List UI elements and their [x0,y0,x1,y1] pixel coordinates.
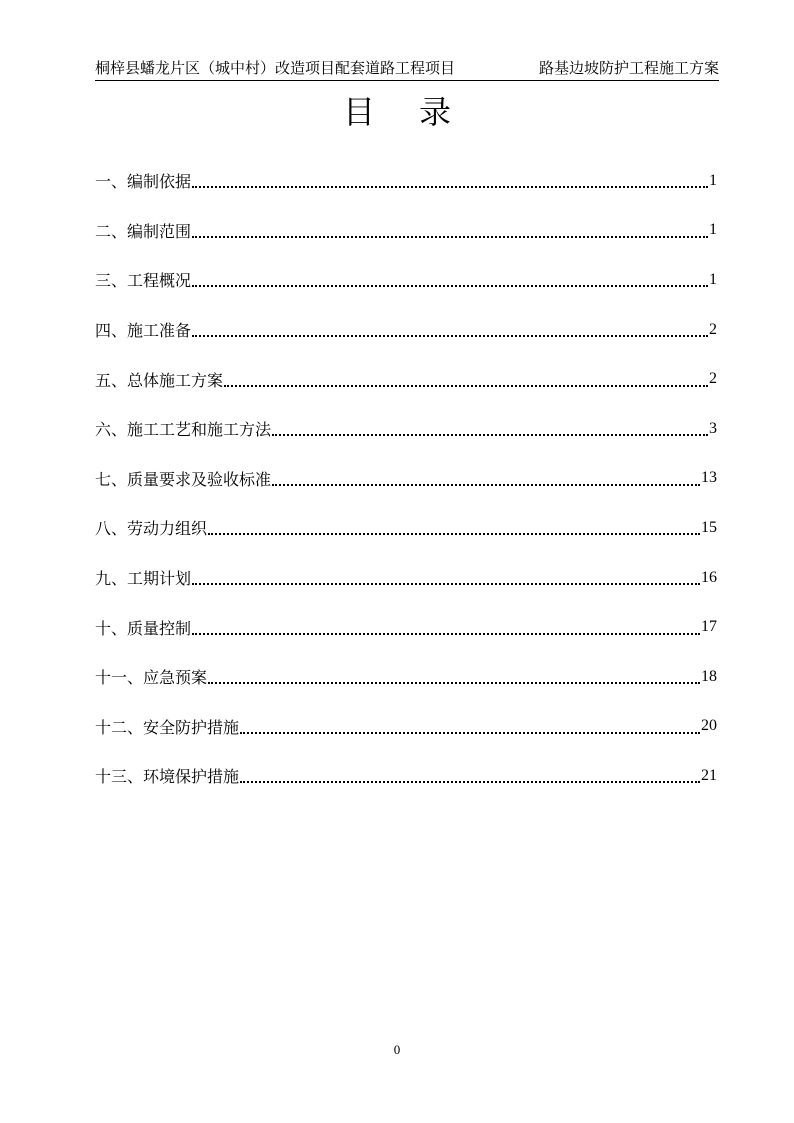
toc-dot-leader [208,681,700,684]
toc-entry-label: 九、工期计划 [95,569,192,589]
toc-dot-leader [272,433,708,436]
toc-dot-leader [240,731,700,734]
toc-dot-leader [192,185,708,188]
header-project-name: 桐梓县蟠龙片区（城中村）改造项目配套道路工程项目 [95,59,456,77]
toc-entry[interactable] [95,503,717,553]
toc-entry-page: 20 [701,717,717,735]
toc-entry[interactable] [95,702,717,752]
toc-entry-page: 3 [709,419,717,437]
toc-entry[interactable] [95,454,717,504]
toc-dot-leader [192,334,708,337]
toc-entry-label: 六、施工工艺和施工方法 [95,420,272,440]
table-of-contents [95,156,717,801]
toc-entry[interactable] [95,305,717,355]
toc-dot-leader [272,483,700,486]
page-header [95,58,719,81]
toc-entry-label: 十、质量控制 [95,618,192,638]
toc-entry-page: 1 [709,171,717,189]
toc-entry-label: 三、工程概况 [95,271,192,291]
toc-entry-label: 五、总体施工方案 [95,370,224,390]
toc-entry-label: 一、编制依据 [95,172,192,192]
toc-entry-page: 21 [701,766,717,784]
toc-dot-leader [192,235,708,238]
toc-entry[interactable] [95,206,717,256]
toc-entry[interactable] [95,404,717,454]
footer-page-number: 0 [393,1042,401,1057]
toc-entry-page: 2 [709,320,717,338]
toc-entry-label: 四、施工准备 [95,321,192,341]
toc-entry-page: 1 [709,270,717,288]
toc-entry-page: 17 [701,618,717,636]
toc-entry[interactable] [95,602,717,652]
toc-entry[interactable] [95,156,717,206]
toc-entry[interactable] [95,255,717,305]
toc-dot-leader [224,384,708,387]
toc-entry-label: 十一、应急预案 [95,668,208,688]
toc-entry-label: 十二、安全防护措施 [95,717,240,737]
toc-entry-page: 1 [709,221,717,239]
toc-title: 目录 [342,93,495,131]
toc-entry-page: 15 [701,518,717,536]
toc-dot-leader [208,532,700,535]
toc-entry[interactable] [95,553,717,603]
toc-dot-leader [192,284,708,287]
toc-entry[interactable] [95,751,717,801]
toc-entry-label: 七、质量要求及验收标准 [95,469,272,489]
toc-entry-page: 18 [701,667,717,685]
header-document-name: 路基边坡防护工程施工方案 [538,59,719,77]
toc-entry[interactable] [95,652,717,702]
toc-entry-label: 十三、环境保护措施 [95,767,240,787]
toc-entry-label: 二、编制范围 [95,221,192,241]
toc-dot-leader [192,582,700,585]
toc-entry[interactable] [95,354,717,404]
toc-dot-leader [192,632,700,635]
toc-entry-label: 八、劳动力组织 [95,519,208,539]
toc-entry-page: 13 [701,469,717,487]
toc-dot-leader [240,780,700,783]
toc-entry-page: 2 [709,370,717,388]
toc-entry-page: 16 [701,568,717,586]
